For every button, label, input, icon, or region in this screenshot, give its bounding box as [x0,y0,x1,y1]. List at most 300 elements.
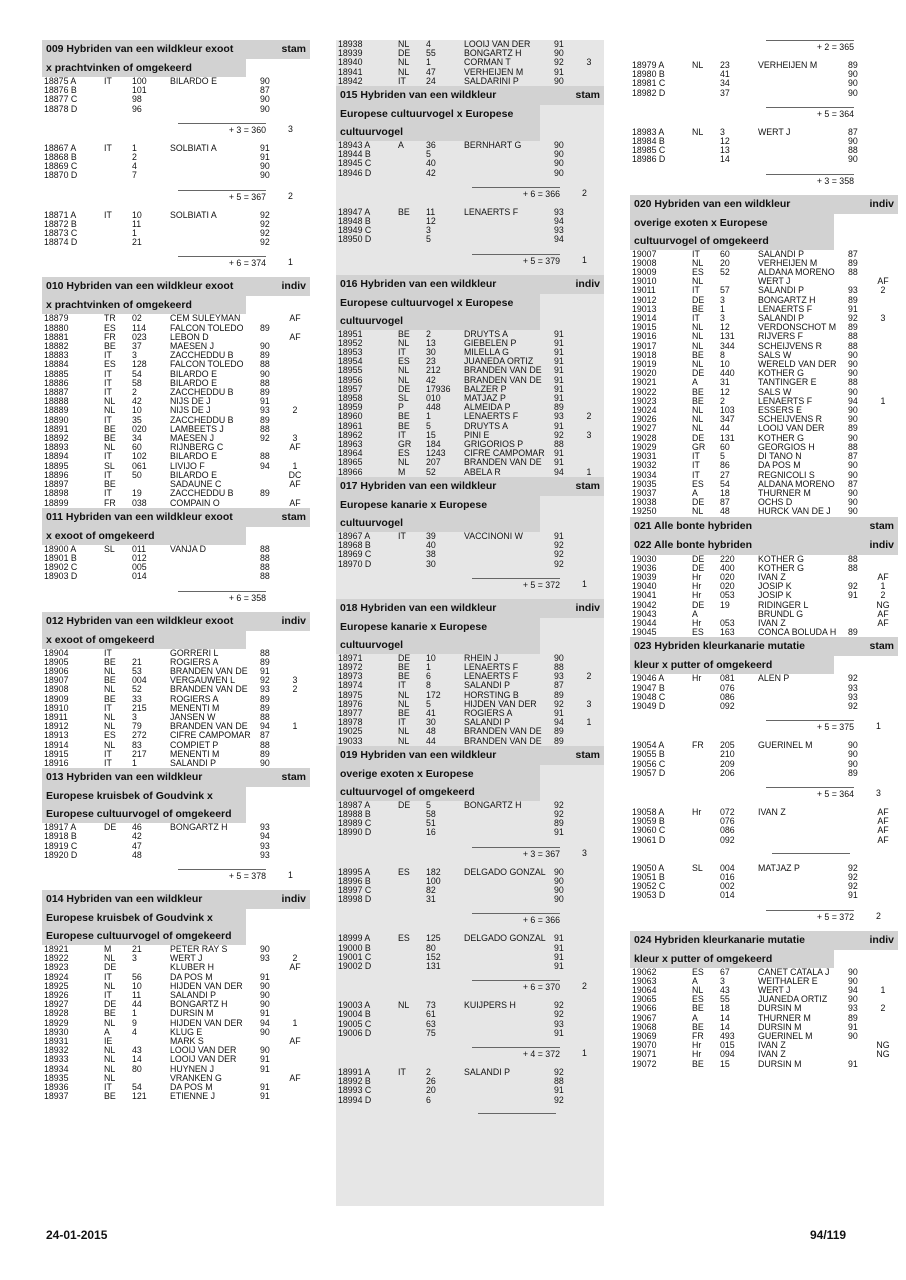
club-number: 48 [426,727,436,737]
ring-number: 19018 [632,350,657,360]
table-row [42,1000,310,1009]
country: Hr [692,582,702,592]
remark [282,360,308,369]
club-number: 96 [132,104,142,114]
table-row [630,79,898,88]
club-number: 5 [426,235,431,245]
remark: 1 [880,396,886,406]
remark [576,886,602,895]
table-row [630,89,898,98]
score: 91 [554,357,564,367]
remark [282,658,308,667]
remark [576,801,602,810]
remark [282,489,308,498]
total-score: + 3 = 360 [178,123,266,135]
total-score: + 5 = 372 [766,910,854,922]
table-row [630,277,898,286]
class-subtitle: overige exoten x Europese [336,765,540,783]
table-row [630,977,898,986]
exhibitor-name: OCHS D [758,498,793,508]
ring-number: 18919 C [44,841,78,851]
exhibitor-name: LENAERTS F [464,662,519,672]
club-number: 005 [132,563,147,573]
country: NL [692,415,704,425]
score: 89 [554,727,564,737]
score: 89 [848,1013,858,1023]
club-number: 30 [426,348,436,358]
score: 93 [260,954,270,964]
score: 88 [848,341,858,351]
country: NL [692,258,704,268]
total-score: + 5 = 367 [178,190,266,202]
country: IT [398,76,406,86]
remark [870,296,896,305]
country: IT [104,1083,112,1093]
ring-number: 18921 [44,944,69,954]
score: 91 [554,421,564,431]
class-header [42,890,310,909]
exhibitor-name [170,554,260,563]
ring-number: 19058 A [632,807,665,817]
country: A [104,1027,110,1037]
table-row [336,449,604,458]
club-number: 086 [720,692,735,702]
country: DE [398,653,411,663]
club-number: 2 [132,388,137,398]
exhibitor-name: DURSIN M [758,1004,802,1014]
club-number: 6 [426,1095,431,1105]
table-row [42,676,310,685]
class-subtitle: cultuurvogel [336,123,540,141]
remark [576,440,602,449]
remark [576,819,602,828]
country: NL [692,341,704,351]
table-row [42,973,310,982]
country [398,877,426,886]
table-row [336,169,604,178]
table-row [336,691,604,700]
ring-number: 18935 [44,1073,69,1083]
separator-line [630,853,850,854]
table-row [630,891,898,900]
table-row [42,991,310,1000]
country: BE [692,1004,704,1014]
ring-number: 19023 [632,396,657,406]
remark [576,141,602,150]
country: NL [398,40,410,49]
remark [282,1092,308,1101]
remark [282,171,308,180]
club-number: 9 [132,1018,137,1028]
ring-number: 18928 [44,1009,69,1019]
stam-total [42,869,310,881]
exhibitor-name: LAMBEETS J [170,424,224,434]
country [692,750,720,759]
table-row [336,877,604,886]
score: 91 [554,449,564,459]
country: IT [104,143,112,153]
class-title: 017 Hybriden van een wildkleur [340,479,497,492]
club-number: 67 [720,967,730,977]
score: 90 [260,104,270,114]
remark: 2 [880,1004,886,1014]
remark: 1 [292,461,298,471]
remark: 2 [292,406,298,416]
remark [576,1096,602,1105]
remark [576,727,602,736]
ring-number: 18877 C [44,95,78,105]
score: 91 [554,952,564,962]
exhibitor-name: DELGADO GONZAL [464,867,546,877]
score: 94 [260,832,270,842]
class-type: indiv [281,614,306,627]
club-number: 18 [720,1004,730,1014]
table-row [42,759,310,768]
table-row [42,945,310,954]
remark [576,1086,602,1095]
exhibitor-name: WEITHALER E [758,976,818,986]
club-number: 016 [720,872,735,882]
table-row [336,1020,604,1029]
ring-number: 18985 C [632,146,666,156]
ring-number: 18994 D [338,1095,372,1105]
table-row [42,722,310,731]
remark: 3 [880,314,886,324]
country: NL [398,458,410,468]
remark [282,572,308,581]
table-row [336,440,604,449]
club-number: 47 [426,67,436,77]
club-number: 42 [426,375,436,385]
ring-number: 19041 [632,591,657,601]
exhibitor-name: ROGIERS A [464,708,513,718]
score: 93 [554,226,564,236]
ring-number: 19030 [632,554,657,564]
remark [282,554,308,563]
country: DE [692,563,705,573]
total-rank [288,591,310,603]
rule-line [478,1113,556,1114]
country [104,851,132,860]
ring-number: 18917 A [44,823,77,833]
country: IT [104,648,112,658]
remark [282,842,308,851]
country: Hr [692,1041,702,1051]
score: 89 [260,415,270,425]
score: 92 [260,210,270,220]
table-row [630,155,898,164]
score [260,499,282,508]
country: NL [104,666,116,676]
remark [870,628,896,637]
spacer [42,860,310,869]
country: DE [104,1000,117,1010]
class-header [336,275,604,294]
score: 88 [260,544,270,554]
country: IT [104,369,112,379]
club-number: 163 [720,628,735,638]
exhibitor-name [464,226,554,235]
exhibitor-name: NIJS DE J [170,397,211,407]
club-number: 205 [720,741,735,751]
exhibitor-name [758,79,848,88]
score [260,1037,282,1046]
ring-number: 18889 [44,406,69,416]
remark [282,1028,308,1037]
score: 90 [848,488,858,498]
exhibitor-name [758,155,848,164]
table-row [42,434,310,443]
club-number: 44 [720,424,730,434]
remark [870,769,896,778]
table-row [630,836,898,845]
ring-number: 18980 B [632,70,665,80]
ring-number: 19025 [338,727,363,737]
exhibitor-name [464,560,554,569]
exhibitor-name: BRÜNDL G [758,609,804,619]
exhibitor-name: GUERINEL M [758,741,813,751]
score: 93 [260,841,270,851]
remark [282,397,308,406]
class-type: stam [575,748,600,761]
country [398,953,426,962]
country: NL [104,954,116,964]
remark [576,962,602,971]
club-number: 13 [426,338,436,348]
score: 88 [260,553,270,563]
ring-number: 18989 C [338,819,372,829]
ring-number: 18969 C [338,550,372,560]
score: 92 [848,872,858,882]
remark [870,268,896,277]
ring-number: 18983 A [632,127,665,137]
table-row [630,342,898,351]
country: SL [692,863,703,873]
exhibitor-name: MATJAZ P [464,394,506,404]
table-row [42,1083,310,1092]
exhibitor-name: HIJDEN VAN DER [464,699,537,709]
spacer [336,245,604,254]
exhibitor-name [170,563,260,572]
exhibitor-name: VANJA D [170,544,207,554]
club-number: 220 [720,554,735,564]
score: 87 [848,452,858,462]
table-row [336,468,604,477]
class-title: 022 Alle bonte hybriden [634,538,753,551]
spacer [630,165,898,174]
score: 88 [260,378,270,388]
remark [870,882,896,891]
remark: AF [289,1073,301,1083]
class-subtitle: Europese kanarie x Europese [336,618,540,636]
ring-number: 19040 [632,582,657,592]
score [260,314,282,323]
ring-number: 19055 B [632,750,665,760]
exhibitor-name: CANET CATALA J [758,967,830,977]
score: 92 [554,559,564,569]
score: 91 [554,1028,564,1038]
score [260,963,282,972]
country [692,760,720,769]
club-number: 15 [720,1059,730,1069]
country: NL [104,443,116,453]
score: 90 [848,967,858,977]
country: NL [104,712,116,722]
ring-number: 18945 C [338,159,372,169]
ring-number: 19048 C [632,692,666,702]
ring-number: 18936 [44,1083,69,1093]
table-row [42,842,310,851]
club-number: 20 [426,1086,436,1096]
exhibitor-name: BRANDEN VAN DE [464,458,542,468]
spacer [42,582,310,591]
total-score: + 6 = 374 [178,256,266,268]
table-row [42,153,310,162]
club-number: 27 [720,470,730,480]
ring-number: 19068 [632,1022,657,1032]
table-row [630,817,898,826]
score: 91 [554,531,564,541]
exhibitor-name: JUANEDA ORTIZ [464,357,534,367]
table-row [42,333,310,342]
score: 90 [848,360,858,370]
country: DE [398,49,411,59]
score: 91 [554,934,564,944]
score: 94 [554,217,564,227]
remark [282,945,308,954]
ring-number: 18907 [44,676,69,686]
score: 90 [554,159,564,169]
country: NL [104,981,116,991]
club-number: 1 [426,58,431,68]
table-row [42,704,310,713]
class-subtitle: cultuurvogel [336,312,540,330]
ring-number: 19044 [632,618,657,628]
exhibitor-name: MARK S [170,1037,204,1046]
class-header [630,195,898,214]
ring-number: 18999 A [338,934,371,944]
remark [282,77,308,86]
class-title: 018 Hybriden van een wildkleur [340,601,497,614]
remark [576,953,602,962]
table-row [336,895,604,904]
exhibitor-name: WERT J [170,954,203,964]
club-number: 23 [720,61,730,70]
country: FR [104,498,116,508]
exhibitor-name: ROGIERS A [170,657,219,667]
spacer [336,838,604,847]
table-row [336,828,604,837]
table-row [336,49,604,58]
remark [870,507,896,516]
spacer [336,904,604,913]
ring-number: 18920 D [44,850,78,860]
table-row [336,431,604,440]
country: A [692,488,698,498]
ring-number: 18896 [44,470,69,480]
club-number: 5 [720,452,725,462]
country: BE [398,421,410,431]
table-row [336,366,604,375]
table-row [630,452,898,461]
ring-number: 18939 [338,49,363,59]
country: NL [398,736,410,746]
remark: DC [288,470,302,480]
ring-number: 18988 B [338,809,371,819]
country: IT [692,249,700,259]
score [848,601,870,610]
table-row [42,832,310,841]
table-row [42,851,310,860]
table-row [42,1037,310,1046]
score: 91 [260,1055,270,1065]
table-row [42,86,310,95]
remark [870,342,896,351]
class-title: 020 Hybriden van een wildkleur [634,197,791,210]
ring-number: 18943 A [338,141,371,151]
ring-number: 19052 C [632,882,666,892]
country: Hr [692,674,702,684]
exhibitor-name [464,1029,554,1038]
country: IT [104,990,112,1000]
table-row [630,369,898,378]
ring-number: 18971 [338,653,363,663]
remark [282,667,308,676]
remark [576,49,602,58]
country: TR [104,314,116,324]
club-number: 56 [132,972,142,982]
exhibitor-name: ESSERS E [758,406,803,416]
table-row [42,713,310,722]
club-number: 020 [720,582,735,592]
country [398,944,426,953]
remark [576,169,602,178]
ring-number: 18878 D [44,104,78,114]
country: Hr [692,572,702,582]
class-subtitle: x exoot of omgekeerd [42,527,246,545]
country: Hr [692,1050,702,1060]
exhibitor-name: RIJNBERG C [170,443,224,453]
ring-number: 18976 [338,699,363,709]
exhibitor-name: SOLBIATI A [170,143,217,153]
remark [576,150,602,159]
country: NL [692,507,704,517]
ring-number: 18961 [338,421,363,431]
score: 88 [848,268,858,278]
remark [282,741,308,750]
club-number: 54 [720,479,730,489]
exhibitor-name: MILELLA G [464,348,509,358]
club-number: 100 [426,876,441,886]
remark [576,709,602,718]
table-row [336,159,604,168]
score [260,1074,282,1083]
score: 94 [554,467,564,477]
remark [282,1083,308,1092]
country [692,70,720,79]
country: ES [692,967,704,977]
ring-number: 18927 [44,1000,69,1010]
table-row [630,250,898,259]
club-number: 60 [720,249,730,259]
table-row [630,146,898,155]
exhibitor-name: BRANDEN VAN DE [170,685,248,695]
table-row [42,324,310,333]
score: 90 [260,1046,270,1056]
club-number: 010 [426,394,441,404]
exhibitor-name [464,159,554,168]
exhibitor-name: SALANDI P [758,314,804,324]
